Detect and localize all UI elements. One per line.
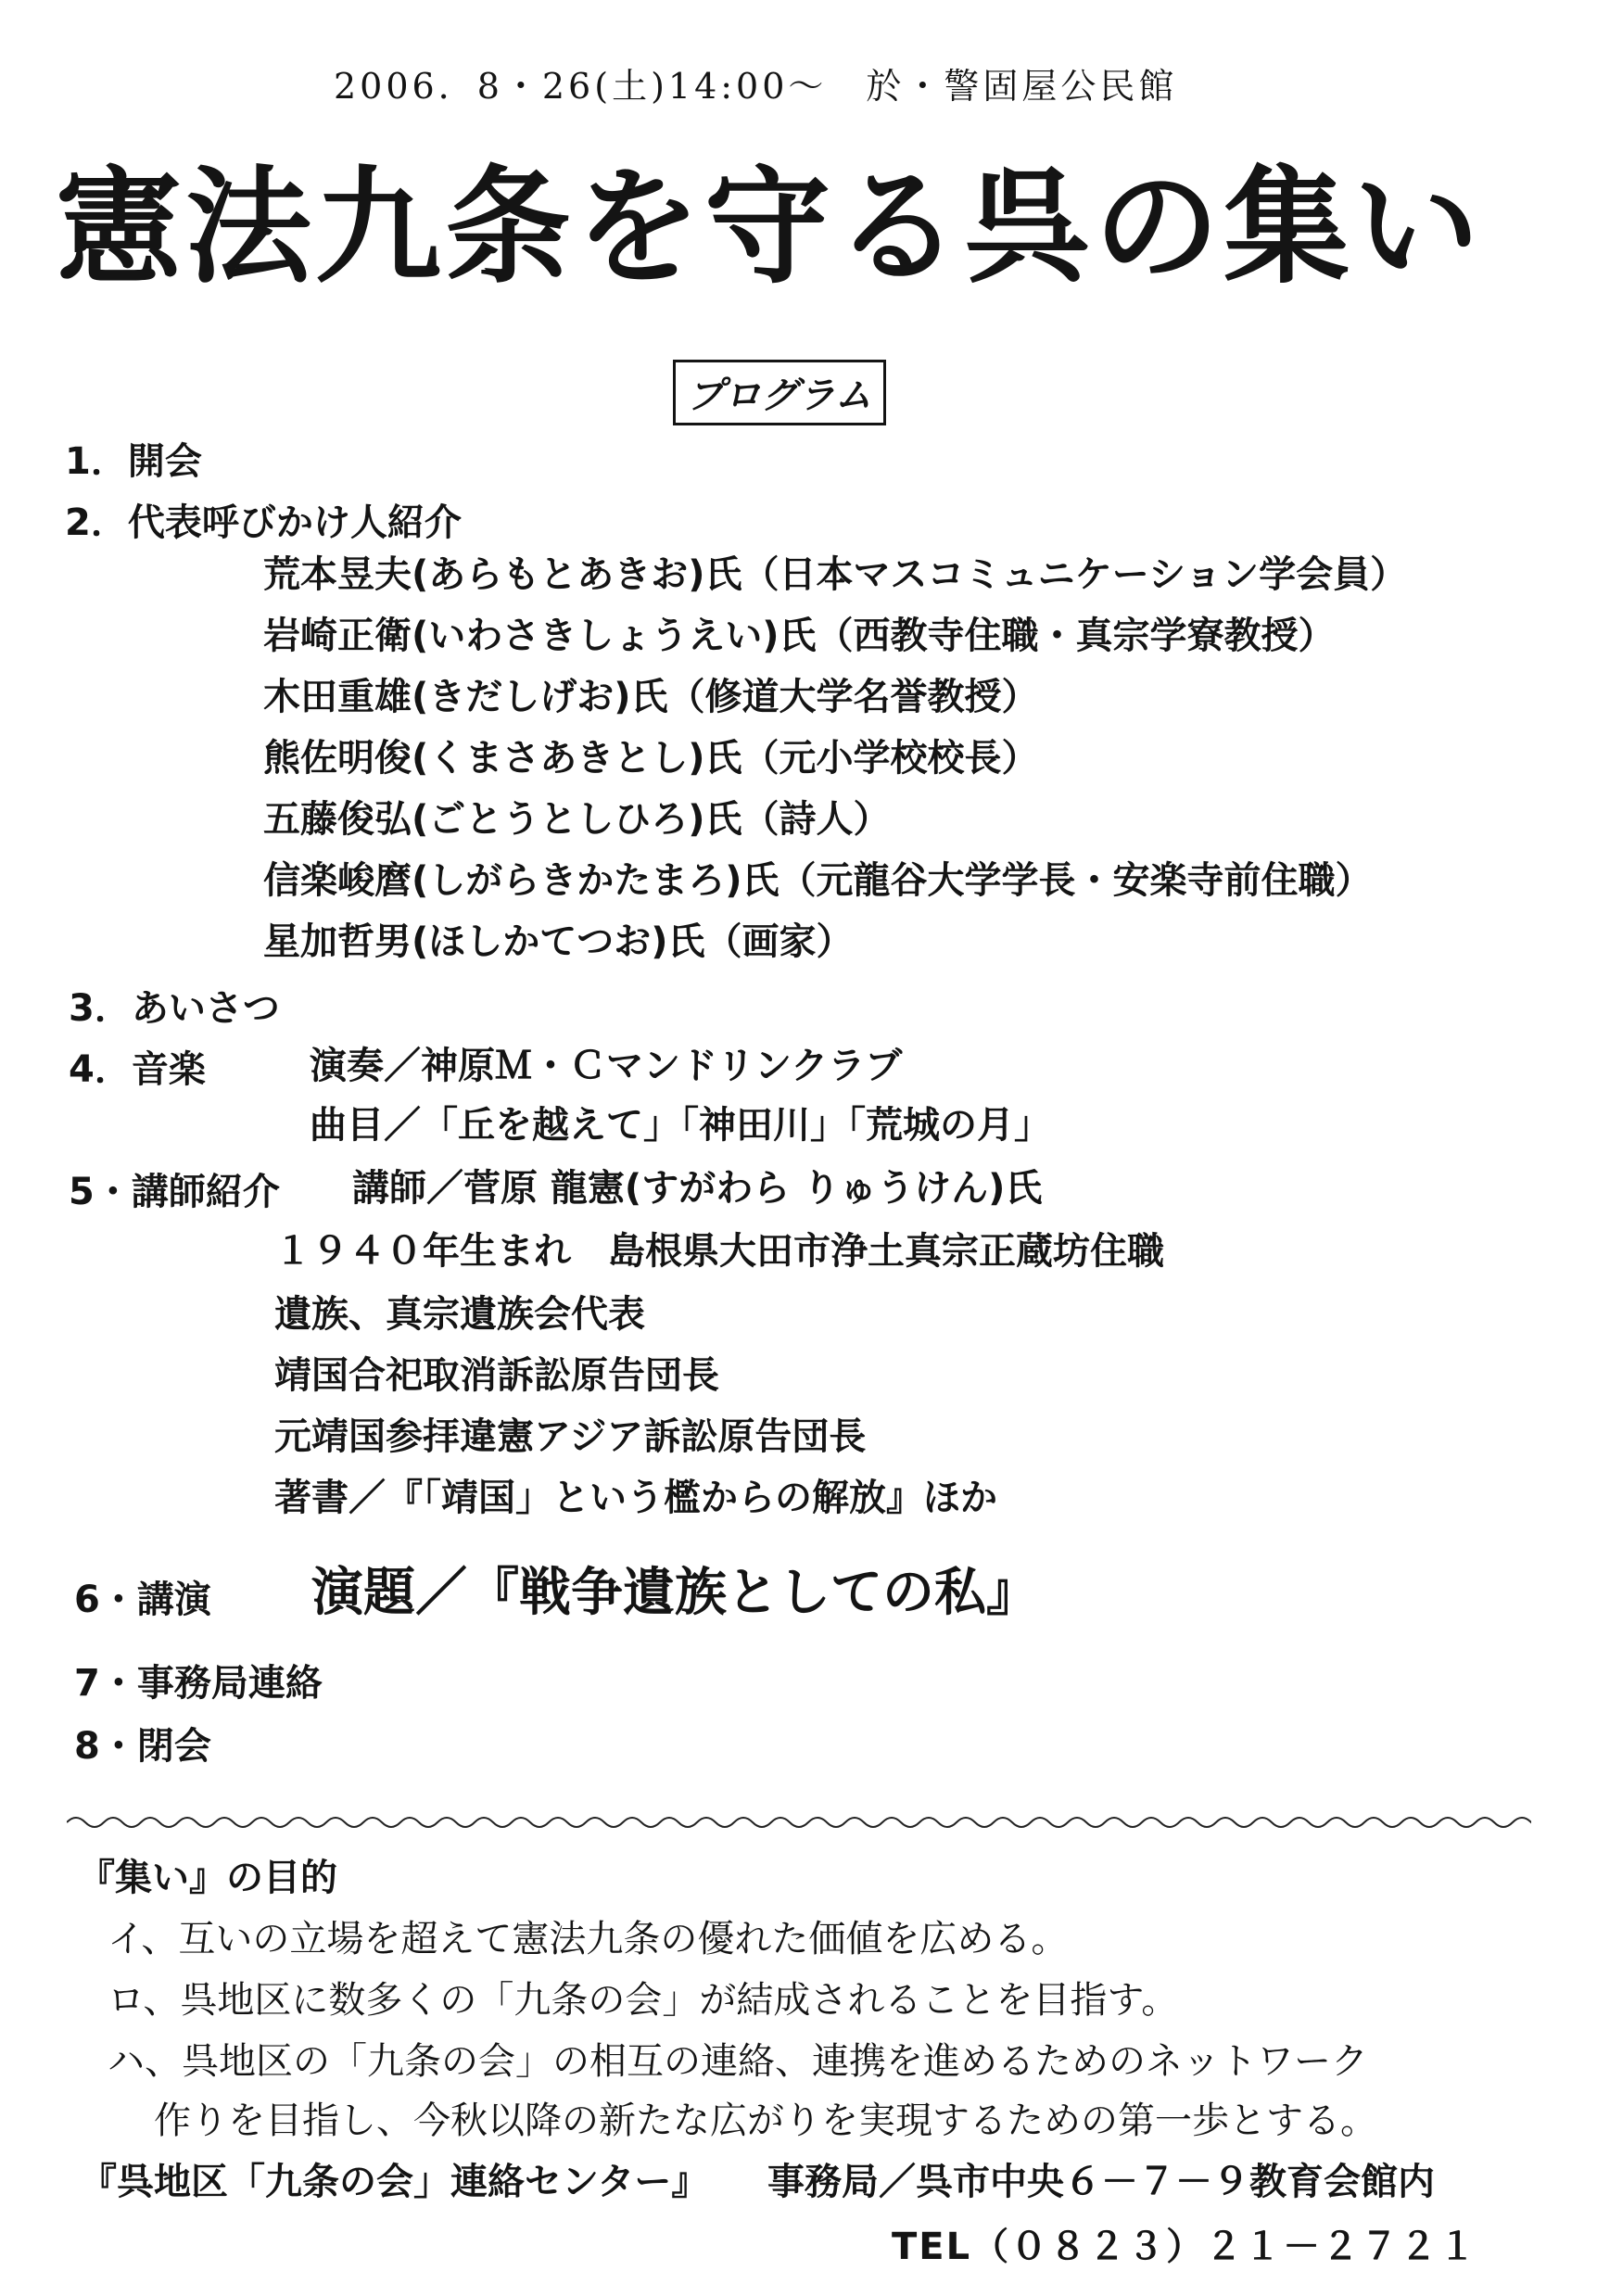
lecturer-bio-3: 靖国合祀取消訴訟原告団長 (274, 1354, 719, 1397)
office-address: 事務局／呉市中央６－７－９教育会館内 (767, 2161, 1435, 2203)
lecturer-bio-2: 遺族、真宗遺族会代表 (274, 1293, 645, 1336)
lecturer-bio-5: 著書／『「靖国」という檻からの解放』ほか (274, 1477, 997, 1519)
music-songs: 曲目／「丘を越えて」「神田川」「荒城の月」 (310, 1104, 1051, 1147)
purpose-line-1: イ、互いの立場を超えて憲法九条の優れた価値を広める。 (108, 1918, 1069, 1960)
lecturer-name: 講師／菅原 龍憲(すがわら りゅうけん)氏 (352, 1167, 1043, 1210)
speaker-7: 星加哲男(ほしかてつお)氏（画家） (263, 920, 854, 963)
purpose-line-2: ロ、呉地区に数多くの「九条の会」が結成されることを目指す。 (108, 1979, 1179, 2022)
program-item-2: 2．代表呼びかけ人紹介 (65, 501, 462, 544)
lecturer-bio-1: １９４０年生まれ 島根県大田市浄土真宗正蔵坊住職 (274, 1230, 1164, 1273)
lecturer-bio-4: 元靖国参拝違憲アジア訴訟原告団長 (274, 1415, 867, 1458)
program-item-7: 7・事務局連絡 (74, 1662, 323, 1705)
program-item-1: 1．開会 (65, 440, 202, 483)
program-item-8: 8・閉会 (74, 1725, 211, 1768)
date-venue-line: 2006．8・26(土)14:00～ 於・警固屋公民館 (334, 66, 1178, 107)
program-item-6: 6・講演 (74, 1579, 211, 1621)
purpose-heading: 『集い』の目的 (78, 1857, 337, 1899)
speaker-3: 木田重雄(きだしげお)氏（修道大学名誉教授） (263, 676, 1039, 718)
purpose-line-3: ハ、呉地区の「九条の会」の相互の連絡、連携を進めるためのネットワーク (108, 2040, 1368, 2083)
wavy-divider (67, 1815, 1531, 1830)
telephone: TEL（０８２３）２１－２７２１ (892, 2226, 1478, 2268)
program-item-3: 3．あいさつ (69, 987, 280, 1030)
music-performer: 演奏／神原Ｍ・Ｃマンドリンクラブ (310, 1045, 903, 1087)
organizer-name: 『呉地区「九条の会」連絡センター』 (80, 2161, 709, 2203)
speaker-1: 荒本昱夫(あらもとあきお)氏（日本マスコミュニケーション学会員） (263, 553, 1408, 596)
program-label: プログラム (673, 360, 886, 425)
speaker-4: 熊佐明俊(くまさあきとし)氏（元小学校校長） (263, 737, 1039, 780)
speaker-5: 五藤俊弘(ごとうとしひろ)氏（詩人） (263, 798, 891, 841)
speaker-6: 信楽峻麿(しがらきかたまろ)氏（元龍谷大学学長・安楽寺前住職） (263, 859, 1373, 902)
program-item-5: 5・講師紹介 (69, 1171, 280, 1213)
page-title: 憲法九条を守る呉の集い (56, 155, 1483, 301)
speaker-2: 岩崎正衛(いわさきしょうえい)氏（西教寺住職・真宗学寮教授） (263, 615, 1336, 657)
purpose-line-4: 作りを目指し、今秋以降の新たな広がりを実現するための第一歩とする。 (154, 2099, 1377, 2142)
program-item-4: 4．音楽 (69, 1048, 206, 1091)
lecture-topic: 演題／『戦争遺族としての私』 (311, 1563, 1038, 1623)
